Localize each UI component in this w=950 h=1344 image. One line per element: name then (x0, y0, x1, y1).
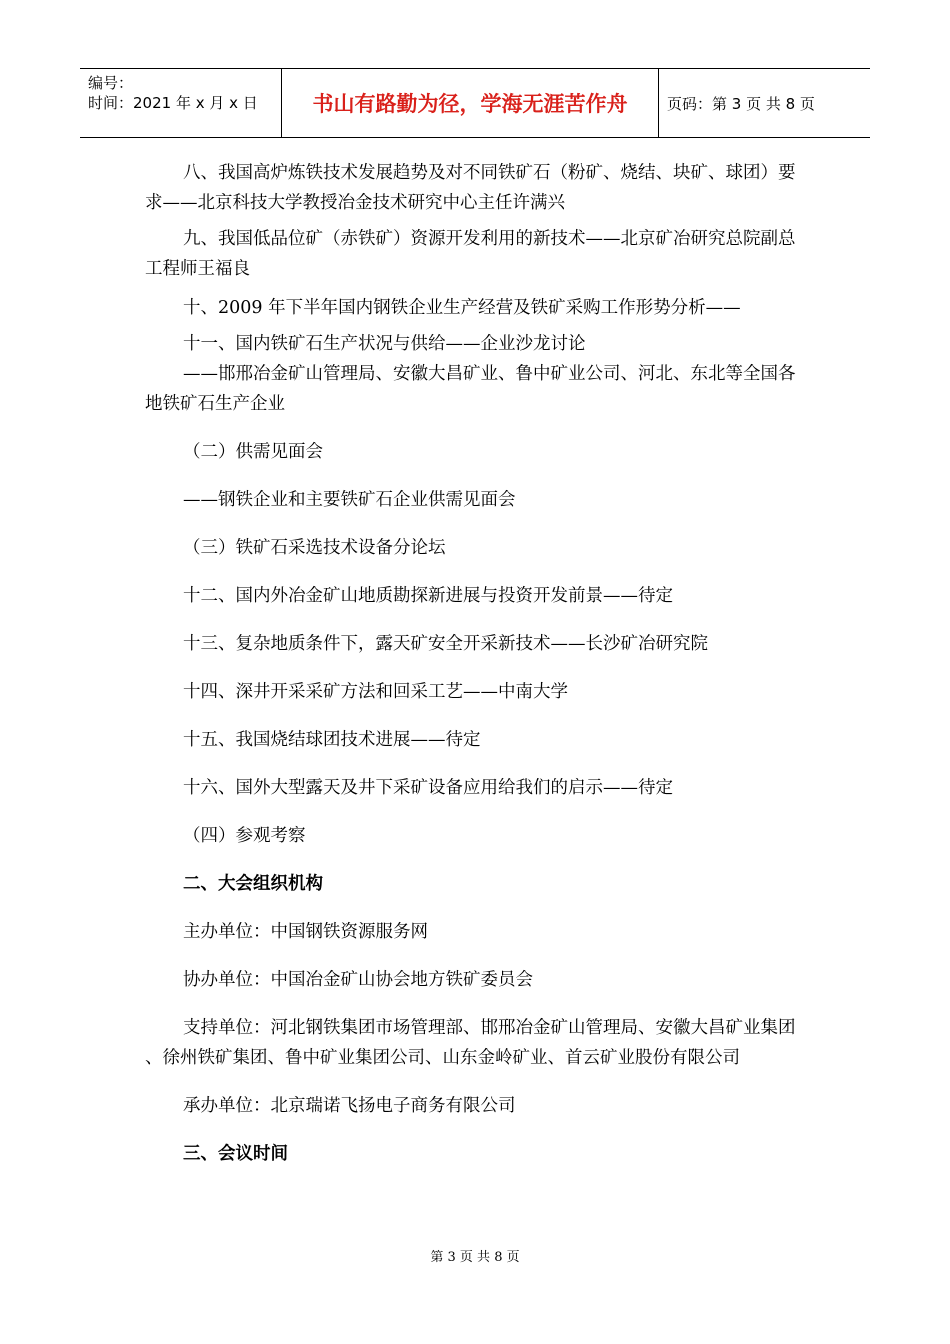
header-page-label: 页码：第 3 页 共 8 页 (667, 94, 815, 113)
paragraph: 八、我国高炉炼铁技术发展趋势及对不同铁矿石（粉矿、烧结、块矿、球团）要求——北京科技大学教授冶金技术研究中心主任许满兴 (145, 163, 796, 213)
sub-heading: （二）供需见面会 (183, 442, 323, 462)
page-header (80, 68, 870, 138)
header-motto: 书山有路勤为径，学海无涯苦作舟 (281, 69, 659, 137)
sub-heading: （四）参观考察 (183, 826, 306, 846)
paragraph: ——邯邢冶金矿山管理局、安徽大昌矿业、鲁中矿业公司、河北、东北等全国各地铁矿石生产企业 (145, 364, 796, 414)
date-label: 时间：2021 年 x 月 x 日 (88, 94, 258, 112)
paragraph: ——钢铁企业和主要铁矿石企业供需见面会 (183, 490, 516, 510)
paragraph: 十四、深井开采采矿方法和回采工艺——中南大学 (183, 682, 568, 702)
paragraph: 协办单位：中国冶金矿山协会地方铁矿委员会 (183, 970, 533, 990)
section-heading: 三、会议时间 (183, 1144, 288, 1164)
paragraph: 支持单位：河北钢铁集团市场管理部、邯邢冶金矿山管理局、安徽大昌矿业集团 、徐州铁矿集团、鲁中矿业集团公司、山东金岭矿业、首云矿业股份有限公司 (145, 1018, 796, 1068)
code-label: 编号： (88, 74, 134, 92)
header-meta (80, 69, 281, 137)
page-footer: 第 3 页 共 8 页 (430, 1250, 520, 1265)
paragraph: 十二、国内外冶金矿山地质勘探新进展与投资开发前景——待定 (183, 586, 673, 606)
paragraph: 十五、我国烧结球团技术进展——待定 (183, 730, 481, 750)
paragraph: 承办单位：北京瑞诺飞扬电子商务有限公司 (183, 1096, 516, 1116)
section-heading: 二、大会组织机构 (183, 874, 323, 894)
paragraph: 九、我国低品位矿（赤铁矿）资源开发利用的新技术——北京矿冶研究总院副总工程师王福良 (145, 229, 796, 279)
paragraph: 主办单位：中国钢铁资源服务网 (183, 922, 428, 942)
sub-heading: （三）铁矿石采选技术设备分论坛 (183, 538, 446, 558)
paragraph: 十、2009 年下半年国内钢铁企业生产经营及铁矿采购工作形势分析—— (183, 298, 741, 318)
paragraph: 十一、国内铁矿石生产状况与供给——企业沙龙讨论 (183, 334, 586, 354)
paragraph: 十六、国外大型露天及井下采矿设备应用给我们的启示——待定 (183, 778, 673, 798)
document-body (145, 158, 810, 1169)
paragraph: 十三、复杂地质条件下，露天矿安全开采新技术——长沙矿冶研究院 (183, 634, 708, 654)
